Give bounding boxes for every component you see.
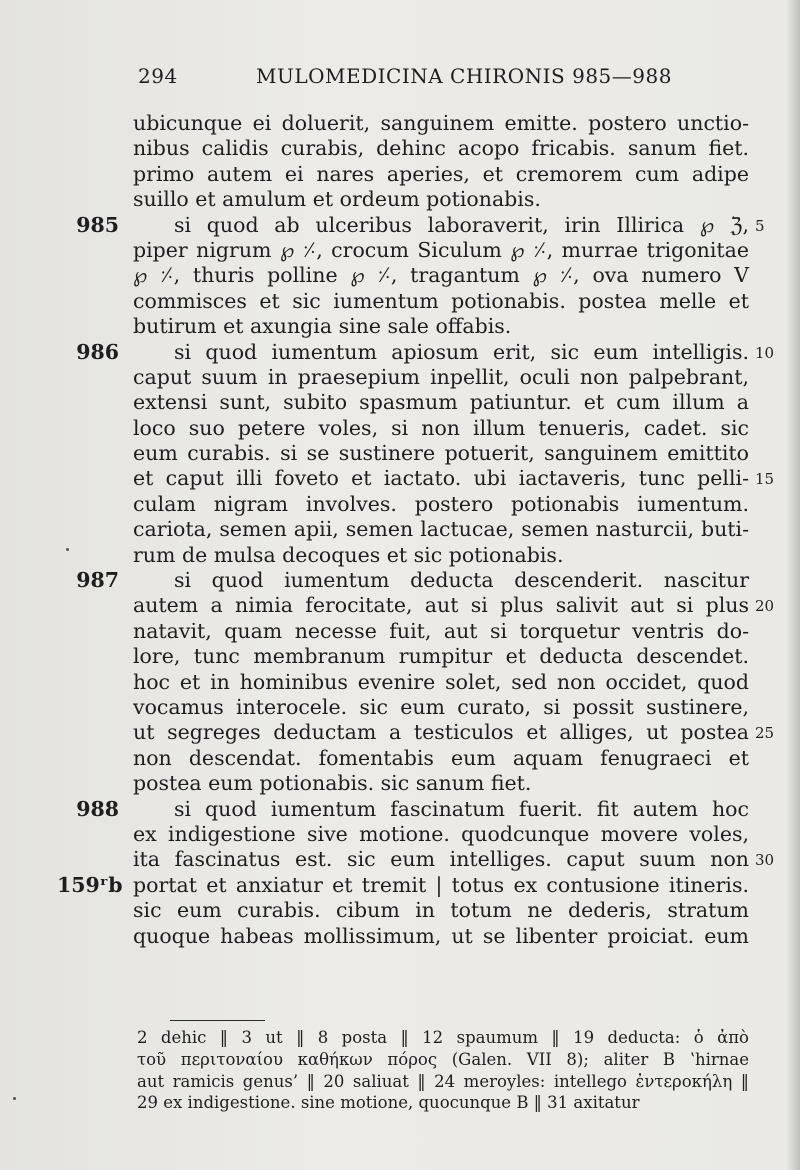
line-number: 5 (755, 216, 765, 235)
text-line (133, 289, 749, 314)
text-line (133, 136, 749, 161)
line-text: quoque habeas mollissimum, ut se libenter proiciat. eum (133, 923, 749, 948)
line-text: piper nigrum ℘ ⸓, crocum Siculum ℘ ⸓, murrae trigonitae (133, 237, 749, 262)
text-line (133, 771, 749, 796)
text-line (133, 619, 749, 644)
text-line (133, 466, 775, 491)
text-line (133, 111, 749, 136)
line-text: hoc et in hominibus evenire solet, sed non occidet, quod (133, 669, 749, 694)
text-line (133, 924, 749, 949)
text-line (133, 187, 749, 212)
line-text: rum de mulsa decoques et sic potionabis. (133, 542, 564, 567)
line-text: ℘ ⸓, thuris polline ℘ ⸓, tragantum ℘ ⸓, ova numero V (133, 263, 749, 288)
text-line (133, 263, 749, 288)
line-number: 30 (755, 851, 775, 870)
critical-apparatus (137, 1027, 749, 1114)
text-line (133, 162, 749, 187)
text-line (133, 644, 749, 669)
text-line (133, 517, 749, 542)
line-text: ut segreges deductam a testiculos et alliges, ut postea (133, 720, 749, 745)
main-text (57, 111, 775, 949)
text-line (133, 822, 749, 847)
text-line (133, 365, 749, 390)
text-line (133, 720, 775, 745)
text-line (76, 339, 775, 365)
apparatus-line: τοῦ περιτοναίου καθήκων πόρος (Galen. VII 8); aliter B ʽhirnae (137, 1049, 749, 1069)
text-line (76, 212, 765, 238)
line-text: si quod iumentum deducta descenderit. nascitur (174, 568, 749, 593)
line-text: lore, tunc membranum rumpitur et deducta descendet. (133, 644, 749, 669)
text-line (57, 872, 749, 898)
line-text: butirum et axungia sine sale offabis. (133, 314, 512, 339)
text-line (133, 695, 749, 720)
line-text: si quod iumentum apiosum erit, sic eum intelligis. (174, 339, 749, 364)
text-line (133, 492, 749, 517)
apparatus-line: aut ramicis genus’ ‖ 20 saliuat ‖ 24 meroyles: intellego ἐντεροκήλη ‖ (137, 1071, 749, 1091)
section-number: 986 (76, 339, 119, 364)
line-text: suillo et amulum et ordeum potionabis. (133, 187, 541, 212)
text-line (76, 796, 749, 822)
line-text: loco suo petere voles, si non illum tenueris, cadet. sic (133, 415, 749, 440)
text-line (133, 746, 749, 771)
line-text: si quod ab ulceribus laboraverit, irin Illirica ℘ ℨ, (174, 212, 749, 237)
text-line (133, 593, 775, 618)
line-text: natavit, quam necesse fuit, aut si torquetur ventris do- (133, 618, 749, 643)
line-text: portat et anxiatur et tremit | totus ex contusione itineris. (133, 872, 749, 897)
line-text: sic eum curabis. cibum in totum ne dederis, stratum (133, 898, 749, 923)
text-line (133, 416, 749, 441)
text-line (76, 568, 749, 593)
running-header (138, 64, 748, 94)
text-line (133, 314, 749, 339)
line-text: primo autem ei nares aperies, et cremorem cum adipe (133, 161, 749, 186)
text-line (133, 238, 749, 263)
line-text: nibus calidis curabis, dehinc acopo fricabis. sanum fiet. (133, 136, 749, 161)
text-line (133, 847, 775, 872)
line-text: et caput illi foveto et iactato. ubi iactaveris, tunc pelli- (133, 466, 749, 491)
line-text: caput suum in praesepium inpellit, oculi non palpebrant, (133, 364, 749, 389)
line-text: vocamus interocele. sic eum curato, si possit sustinere, (133, 694, 749, 719)
footnote-rule (170, 1020, 265, 1021)
line-text: ex indigestione sive motione. quodcunque movere voles, (133, 821, 749, 846)
line-number: 20 (755, 597, 775, 616)
running-title: MULOMEDICINA CHIRONIS 985—988 (256, 64, 672, 88)
line-text: eum curabis. si se sustinere potuerit, sanguinem emittito (133, 441, 749, 466)
section-number: 159ʳb (57, 872, 123, 897)
print-speck (66, 548, 69, 551)
text-line (133, 441, 749, 466)
text-line (133, 898, 749, 923)
line-text: extensi sunt, subito spasmum patiuntur. et cum illum a (133, 390, 749, 415)
apparatus-line: 2 dehic ‖ 3 ut ‖ 8 posta ‖ 12 spaumum ‖ 19 deducta: ὁ ἀπὸ (137, 1028, 749, 1047)
line-text: commisces et sic iumentum potionabis. postea melle et (133, 288, 749, 313)
print-speck (13, 1097, 16, 1100)
text-line (133, 543, 749, 568)
line-text: ubicunque ei doluerit, sanguinem emitte. postero unctio- (133, 111, 749, 135)
page-edge-shadow (786, 0, 800, 1170)
line-number: 15 (755, 470, 775, 489)
section-number: 985 (76, 212, 119, 237)
text-line (133, 390, 749, 415)
line-text: culam nigram involves. postero potionabis iumentum. (133, 491, 749, 516)
text-line (133, 670, 749, 695)
section-number: 988 (76, 796, 119, 821)
page-number: 294 (138, 64, 178, 88)
line-text: autem a nimia ferocitate, aut si plus salivit aut si plus (133, 593, 749, 618)
line-text: si quod iumentum fascinatum fuerit. fit autem hoc (174, 796, 749, 821)
section-number: 987 (76, 568, 119, 593)
line-text: cariota, semen apii, semen lactucae, semen nasturcii, buti- (133, 517, 749, 542)
apparatus-line: 29 ex indigestione. sine motione, quocunque B ‖ 31 axitatur (137, 1093, 640, 1113)
line-text: postea eum potionabis. sic sanum fiet. (133, 771, 532, 796)
line-number: 25 (755, 724, 775, 743)
line-text: ita fascinatus est. sic eum intelliges. caput suum non (133, 847, 749, 872)
line-text: non descendat. fomentabis eum aquam fenugraeci et (133, 745, 749, 770)
line-number: 10 (755, 343, 775, 362)
